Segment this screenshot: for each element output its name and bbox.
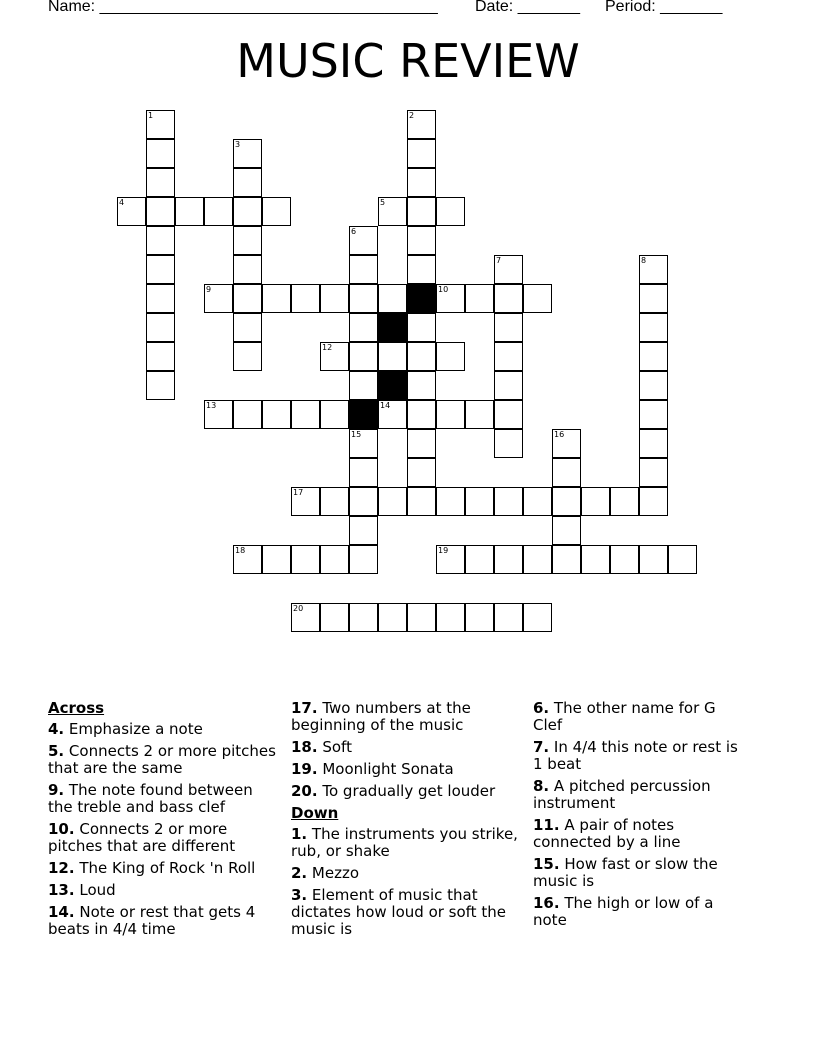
grid-square[interactable] bbox=[465, 284, 494, 313]
clue-number: 16 bbox=[554, 430, 565, 439]
grid-square[interactable] bbox=[465, 400, 494, 429]
grid-square[interactable] bbox=[349, 516, 378, 545]
grid-square[interactable] bbox=[378, 284, 407, 313]
grid-square[interactable] bbox=[436, 545, 465, 574]
clues-column-1 bbox=[48, 700, 276, 943]
grid-square[interactable] bbox=[639, 371, 668, 400]
shaded-square bbox=[349, 400, 378, 429]
clue-down-1: 1. The instruments you strike, rub, or shake bbox=[291, 825, 518, 860]
grid-square[interactable] bbox=[291, 284, 320, 313]
grid-square[interactable] bbox=[349, 284, 378, 313]
clue-number: 12 bbox=[322, 343, 333, 352]
grid-square[interactable] bbox=[291, 603, 320, 632]
grid-square[interactable] bbox=[581, 487, 610, 516]
grid-square[interactable] bbox=[291, 545, 320, 574]
shaded-square bbox=[378, 313, 407, 342]
grid-square[interactable] bbox=[407, 255, 436, 284]
clue-across-5: 5. Connects 2 or more pitches that are the same bbox=[48, 742, 276, 777]
clue-across-20: 20. To gradually get louder bbox=[291, 782, 496, 800]
grid-square[interactable] bbox=[233, 255, 262, 284]
grid-square[interactable] bbox=[639, 342, 668, 371]
grid-square[interactable] bbox=[436, 400, 465, 429]
grid-square[interactable] bbox=[523, 603, 552, 632]
grid-square[interactable] bbox=[436, 284, 465, 313]
grid-square[interactable] bbox=[175, 197, 204, 226]
clue-across-13: 13. Loud bbox=[48, 881, 116, 899]
grid-square[interactable] bbox=[436, 342, 465, 371]
clue-number: 20 bbox=[293, 604, 304, 613]
clue-number: 3 bbox=[235, 140, 241, 149]
grid-square[interactable] bbox=[407, 139, 436, 168]
clue-across-4: 4. Emphasize a note bbox=[48, 720, 203, 738]
grid-square[interactable] bbox=[320, 284, 349, 313]
grid-square[interactable] bbox=[233, 226, 262, 255]
grid-square[interactable] bbox=[349, 313, 378, 342]
grid-square[interactable] bbox=[349, 226, 378, 255]
grid-square[interactable] bbox=[349, 487, 378, 516]
grid-square[interactable] bbox=[465, 603, 494, 632]
grid-square[interactable] bbox=[233, 168, 262, 197]
grid-square[interactable] bbox=[233, 545, 262, 574]
period-field-label: Period: _______ bbox=[605, 0, 723, 15]
grid-square[interactable] bbox=[581, 545, 610, 574]
grid-square[interactable] bbox=[146, 139, 175, 168]
grid-square[interactable] bbox=[639, 458, 668, 487]
grid-square[interactable] bbox=[639, 400, 668, 429]
grid-square[interactable] bbox=[407, 313, 436, 342]
grid-square[interactable] bbox=[552, 545, 581, 574]
grid-square[interactable] bbox=[349, 603, 378, 632]
grid-square[interactable] bbox=[494, 429, 523, 458]
grid-square[interactable] bbox=[494, 545, 523, 574]
grid-square[interactable] bbox=[407, 603, 436, 632]
clue-number: 14 bbox=[380, 401, 391, 410]
grid-square[interactable] bbox=[320, 603, 349, 632]
grid-square[interactable] bbox=[552, 429, 581, 458]
grid-square[interactable] bbox=[494, 342, 523, 371]
clue-across-12: 12. The King of Rock 'n Roll bbox=[48, 859, 256, 877]
grid-square[interactable] bbox=[494, 371, 523, 400]
grid-square[interactable] bbox=[436, 487, 465, 516]
grid-square[interactable] bbox=[436, 603, 465, 632]
clues-column-2 bbox=[291, 700, 523, 943]
clue-across-9: 9. The note found between the treble and bass clef bbox=[48, 781, 253, 816]
date-field-label: Date: _______ bbox=[475, 0, 580, 15]
page-title: MUSIC REVIEW bbox=[236, 34, 580, 88]
grid-square[interactable] bbox=[407, 168, 436, 197]
grid-square[interactable] bbox=[610, 545, 639, 574]
across-heading: Across bbox=[48, 699, 105, 717]
grid-square[interactable] bbox=[465, 487, 494, 516]
clue-across-14: 14. Note or rest that gets 4 beats in 4/4 time bbox=[48, 903, 256, 938]
clue-number: 11 bbox=[380, 314, 391, 323]
clue-down-11: 11. A pair of notes connected by a line bbox=[533, 816, 681, 851]
grid-square[interactable] bbox=[407, 110, 436, 139]
clue-number: 9 bbox=[206, 285, 212, 294]
clue-down-3: 3. Element of music that dictates how loud or soft the music is bbox=[291, 886, 506, 938]
clue-number: 18 bbox=[235, 546, 246, 555]
grid-square[interactable] bbox=[146, 371, 175, 400]
grid-square[interactable] bbox=[262, 197, 291, 226]
grid-square[interactable] bbox=[233, 400, 262, 429]
clue-down-6: 6. The other name for G Clef bbox=[533, 699, 716, 734]
grid-square[interactable] bbox=[552, 487, 581, 516]
grid-square[interactable] bbox=[233, 139, 262, 168]
grid-square[interactable] bbox=[523, 545, 552, 574]
grid-square[interactable] bbox=[291, 487, 320, 516]
grid-square[interactable] bbox=[204, 400, 233, 429]
grid-square[interactable] bbox=[494, 400, 523, 429]
clue-down-16: 16. The high or low of a note bbox=[533, 894, 714, 929]
clue-across-18: 18. Soft bbox=[291, 738, 352, 756]
clue-number: 19 bbox=[438, 546, 449, 555]
grid-square[interactable] bbox=[407, 487, 436, 516]
grid-square[interactable] bbox=[349, 342, 378, 371]
grid-square[interactable] bbox=[146, 168, 175, 197]
grid-square[interactable] bbox=[407, 342, 436, 371]
grid-square[interactable] bbox=[378, 400, 407, 429]
grid-square[interactable] bbox=[378, 487, 407, 516]
grid-square[interactable] bbox=[146, 313, 175, 342]
grid-square[interactable] bbox=[407, 197, 436, 226]
grid-square[interactable] bbox=[523, 284, 552, 313]
grid-square[interactable] bbox=[233, 197, 262, 226]
grid-square[interactable] bbox=[436, 197, 465, 226]
grid-square[interactable] bbox=[639, 255, 668, 284]
grid-square[interactable] bbox=[494, 284, 523, 313]
grid-square[interactable] bbox=[233, 284, 262, 313]
grid-square[interactable] bbox=[494, 603, 523, 632]
grid-square[interactable] bbox=[465, 545, 494, 574]
grid-square[interactable] bbox=[117, 197, 146, 226]
clue-down-2: 2. Mezzo bbox=[291, 864, 360, 882]
shaded-square bbox=[407, 284, 436, 313]
clue-number: 8 bbox=[641, 256, 647, 265]
grid-square[interactable] bbox=[146, 226, 175, 255]
grid-square[interactable] bbox=[639, 313, 668, 342]
grid-square[interactable] bbox=[262, 400, 291, 429]
clue-number: 2 bbox=[409, 111, 415, 120]
grid-square[interactable] bbox=[407, 400, 436, 429]
grid-square[interactable] bbox=[552, 516, 581, 545]
grid-square[interactable] bbox=[146, 110, 175, 139]
clues-column-3 bbox=[533, 700, 738, 934]
grid-square[interactable] bbox=[552, 458, 581, 487]
grid-square[interactable] bbox=[523, 487, 552, 516]
grid-square[interactable] bbox=[320, 545, 349, 574]
clue-down-8: 8. A pitched percussion instrument bbox=[533, 777, 711, 812]
grid-square[interactable] bbox=[146, 255, 175, 284]
clue-down-7: 7. In 4/4 this note or rest is 1 beat bbox=[533, 738, 738, 773]
grid-square[interactable] bbox=[262, 284, 291, 313]
grid-square[interactable] bbox=[378, 197, 407, 226]
grid-square[interactable] bbox=[378, 603, 407, 632]
grid-square[interactable] bbox=[320, 487, 349, 516]
clue-across-19: 19. Moonlight Sonata bbox=[291, 760, 454, 778]
grid-square[interactable] bbox=[349, 371, 378, 400]
grid-square[interactable] bbox=[407, 458, 436, 487]
shaded-square bbox=[378, 371, 407, 400]
grid-square[interactable] bbox=[349, 429, 378, 458]
grid-square[interactable] bbox=[639, 545, 668, 574]
clue-number: 5 bbox=[380, 198, 386, 207]
clue-across-17: 17. Two numbers at the beginning of the music bbox=[291, 699, 471, 734]
clue-down-15: 15. How fast or slow the music is bbox=[533, 855, 718, 890]
grid-square[interactable] bbox=[494, 487, 523, 516]
grid-square[interactable] bbox=[494, 313, 523, 342]
clue-number: 6 bbox=[351, 227, 357, 236]
grid-square[interactable] bbox=[407, 371, 436, 400]
grid-square[interactable] bbox=[320, 342, 349, 371]
clue-number: 13 bbox=[206, 401, 217, 410]
grid-square[interactable] bbox=[494, 255, 523, 284]
grid-square[interactable] bbox=[610, 487, 639, 516]
grid-square[interactable] bbox=[146, 284, 175, 313]
grid-square[interactable] bbox=[639, 284, 668, 313]
clue-across-10: 10. Connects 2 or more pitches that are different bbox=[48, 820, 236, 855]
clue-number: 4 bbox=[119, 198, 125, 207]
grid-square[interactable] bbox=[291, 400, 320, 429]
grid-square[interactable] bbox=[204, 197, 233, 226]
name-field-label: Name: ______________________________________ bbox=[48, 0, 438, 15]
grid-square[interactable] bbox=[639, 487, 668, 516]
clue-number: 7 bbox=[496, 256, 502, 265]
grid-square[interactable] bbox=[407, 429, 436, 458]
grid-square[interactable] bbox=[639, 429, 668, 458]
clue-number: 1 bbox=[148, 111, 154, 120]
grid-square[interactable] bbox=[262, 545, 291, 574]
grid-square[interactable] bbox=[204, 284, 233, 313]
clue-number: 10 bbox=[438, 285, 449, 294]
grid-square[interactable] bbox=[349, 545, 378, 574]
grid-square[interactable] bbox=[378, 342, 407, 371]
grid-square[interactable] bbox=[349, 255, 378, 284]
grid-square[interactable] bbox=[146, 342, 175, 371]
down-heading: Down bbox=[291, 804, 339, 822]
grid-square[interactable] bbox=[233, 313, 262, 342]
grid-square[interactable] bbox=[320, 400, 349, 429]
grid-square[interactable] bbox=[146, 197, 175, 226]
grid-square[interactable] bbox=[349, 458, 378, 487]
clue-number: 17 bbox=[293, 488, 304, 497]
grid-square[interactable] bbox=[407, 226, 436, 255]
grid-square[interactable] bbox=[233, 342, 262, 371]
clue-number: 15 bbox=[351, 430, 362, 439]
grid-square[interactable] bbox=[668, 545, 697, 574]
